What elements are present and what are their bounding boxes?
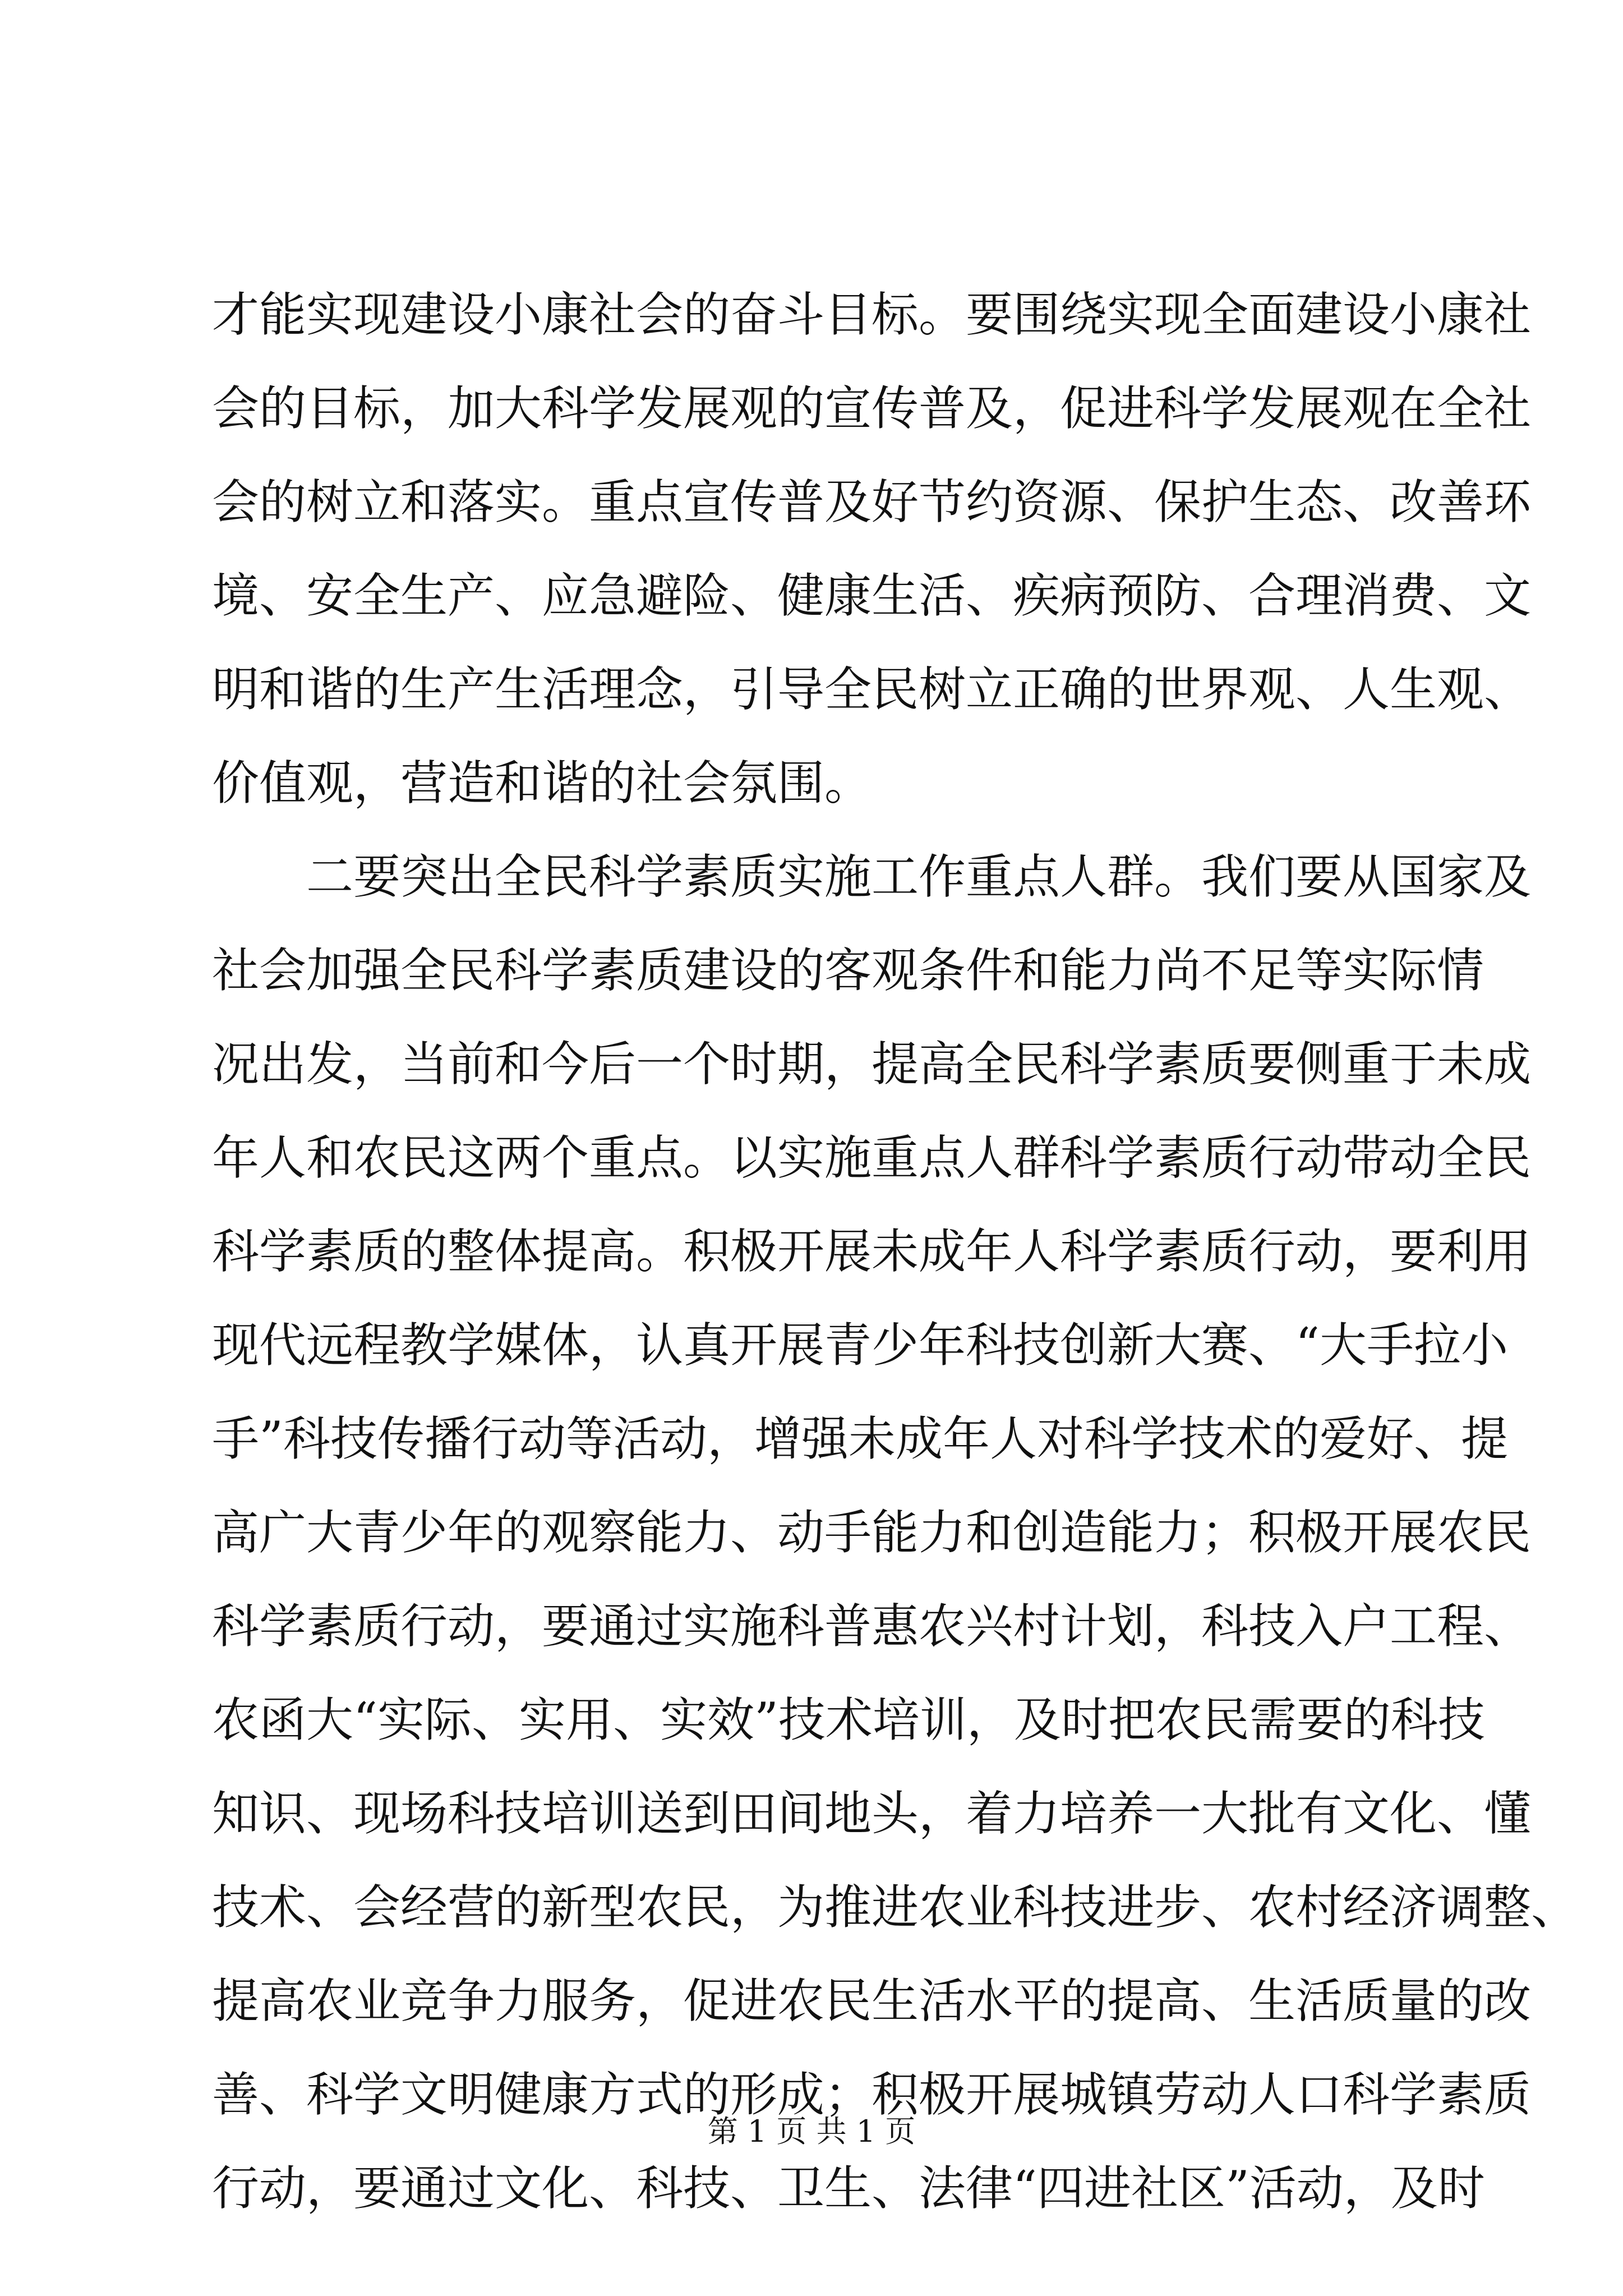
- text-line: 科学素质的整体提高。积极开展未成年人科学素质行动，要利用: [212, 1224, 1532, 1279]
- text-line: 年人和农民这两个重点。以实施重点人群科学素质行动带动全民: [212, 1130, 1532, 1185]
- text-line: 高广大青少年的观察能力、动手能力和创造能力；积极开展农民: [212, 1505, 1532, 1560]
- text-line: 提高农业竞争力服务，促进农民生活水平的提高、生活质量的改: [212, 1973, 1532, 2028]
- text-line: 现代远程教学媒体，认真开展青少年科技创新大赛、“大手拉小: [212, 1318, 1508, 1373]
- text-line: 明和谐的生产生活理念，引导全民树立正确的世界观、人生观、: [212, 662, 1532, 717]
- page-footer: [0, 2109, 1623, 2154]
- text-line: 农函大“实际、实用、实效”技术培训，及时把农民需要的科技: [212, 1692, 1485, 1747]
- text-line: 价值观，营造和谐的社会氛围。: [212, 756, 872, 811]
- text-line: 二要突出全民科学素质实施工作重点人群。我们要从国家及: [306, 849, 1532, 904]
- text-line: 知识、现场科技培训送到田间地头，着力培养一大批有文化、懂: [212, 1786, 1532, 1841]
- page-number: 第 1 页 共 1 页: [707, 2114, 916, 2149]
- text-line: 手”科技传播行动等活动，增强未成年人对科学技术的爱好、提: [212, 1411, 1508, 1466]
- text-line: 技术、会经营的新型农民，为推进农业科技进步、农村经济调整、: [212, 1880, 1579, 1935]
- text-line: 行动，要通过文化、科技、卫生、法律“四进社区”活动，及时: [212, 2161, 1485, 2216]
- text-line: 会的目标，加大科学发展观的宣传普及，促进科学发展观在全社: [212, 381, 1532, 436]
- text-line: 会的树立和落实。重点宣传普及好节约资源、保护生态、改善环: [212, 475, 1532, 530]
- text-line: 科学素质行动，要通过实施科普惠农兴村计划，科技入户工程、: [212, 1599, 1532, 1654]
- document-body: [212, 268, 1579, 2235]
- text-line: 况出发，当前和今后一个时期，提高全民科学素质要侧重于未成: [212, 1037, 1532, 1092]
- text-line: 善、科学文明健康方式的形成；积极开展城镇劳动人口科学素质: [212, 2067, 1532, 2122]
- text-line: 才能实现建设小康社会的奋斗目标。要围绕实现全面建设小康社: [212, 287, 1532, 342]
- text-line: 社会加强全民科学素质建设的客观条件和能力尚不足等实际情: [212, 943, 1484, 998]
- text-line: 境、安全生产、应急避险、健康生活、疾病预防、合理消费、文: [212, 568, 1532, 623]
